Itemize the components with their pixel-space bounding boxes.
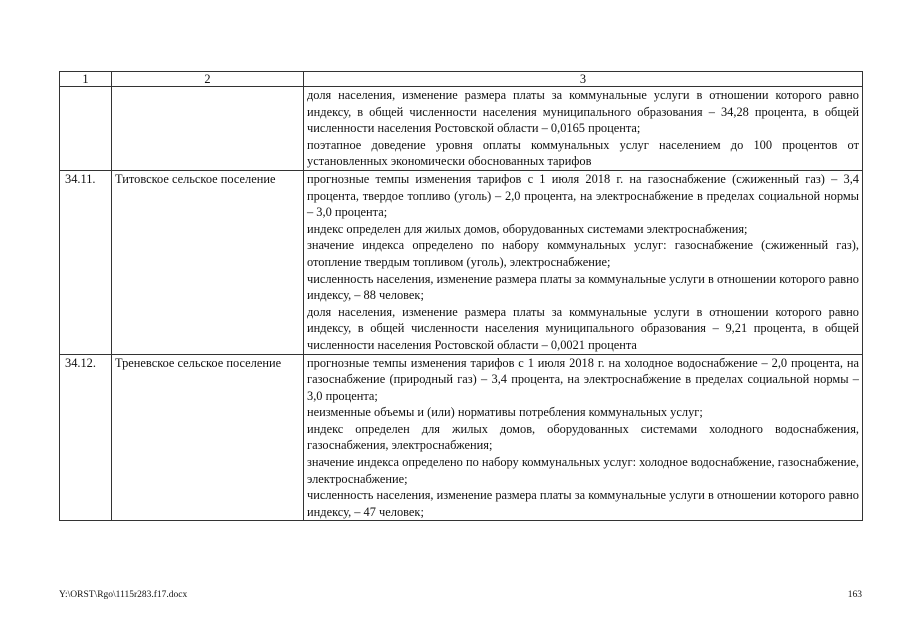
text-paragraph: прогнозные темпы изменения тарифов с 1 июля 2018 г. на газоснабжение (сжиженный газ) – 3,4 процента, твердое топливо (уголь) – 2,0 процента, на электроснабжение в пределах социальной нормы – 3,0 процента; xyxy=(307,171,859,220)
header-col-2: 2 xyxy=(112,72,304,87)
text-paragraph: поэтапное доведение уровня оплаты коммунальных услуг населением до 100 процентов от установленных экономически обоснованных тарифов xyxy=(307,137,859,169)
settlement-name: Титовское сельское поселение xyxy=(112,170,304,354)
table-row-34-11 xyxy=(60,170,863,354)
header-col-1: 1 xyxy=(60,72,112,87)
text-paragraph: доля населения, изменение размера платы за коммунальные услуги в отношении которого равно индексу, в общей численности населения муниципального образования – 34,28 процента, в общей численности населения Ростовской области – 0,0165 процента; xyxy=(307,88,859,136)
text-paragraph: прогнозные темпы изменения тарифов с 1 июля 2018 г. на холодное водоснабжение – 2,0 процента, на газоснабжение (природный газ) – 3,4 процента, на электроснабжение в пределах социальной нормы – 3,0 процента; xyxy=(307,355,859,403)
tariff-table xyxy=(59,71,863,521)
text-paragraph: неизменные объемы и (или) нормативы потребления коммунальных услуг; xyxy=(307,405,703,420)
settlement-name: Треневское сельское поселение xyxy=(112,354,304,521)
row-text-cell xyxy=(304,87,863,171)
text-paragraph: численность населения, изменение размера платы за коммунальные услуги в отношении которого равно индексу, – 47 человек; xyxy=(307,488,859,519)
row-number: 34.11. xyxy=(60,170,112,354)
table-row-34-12 xyxy=(60,354,863,521)
row-name-cell xyxy=(112,87,304,171)
row-number: 34.12. xyxy=(60,354,112,521)
row-text-cell xyxy=(304,354,863,521)
text-paragraph: численность населения, изменение размера платы за коммунальные услуги в отношении которого равно индексу, – 88 человек; xyxy=(307,271,859,303)
text-paragraph: значение индекса определено по набору коммунальных услуг: холодное водоснабжение, газоснабжение, электроснабжение; xyxy=(307,455,859,486)
text-paragraph: индекс определен для жилых домов, оборудованных системами холодного водоснабжения, газоснабжения, электроснабжения; xyxy=(307,421,859,453)
table-header-row xyxy=(60,72,863,87)
text-paragraph: индекс определен для жилых домов, оборудованных системами электроснабжения; xyxy=(307,221,748,236)
row-text-cell xyxy=(304,170,863,354)
row-number-cell xyxy=(60,87,112,171)
table-row-continuation xyxy=(60,87,863,171)
text-paragraph: значение индекса определено по набору коммунальных услуг: газоснабжение (сжиженный газ), отопление твердым топливом (уголь), электроснабжение; xyxy=(307,238,859,269)
header-col-3: 3 xyxy=(304,72,863,87)
text-paragraph: доля населения, изменение размера платы за коммунальные услуги в отношении которого равно индексу, в общей численности населения муниципального образования – 9,21 процента, в общей численности населения Ростовской области – 0,0021 процента xyxy=(307,304,859,352)
page-number: 163 xyxy=(847,590,862,600)
footer-file-path: Y:\ORST\Rgo\1115r283.f17.docx xyxy=(59,590,188,600)
